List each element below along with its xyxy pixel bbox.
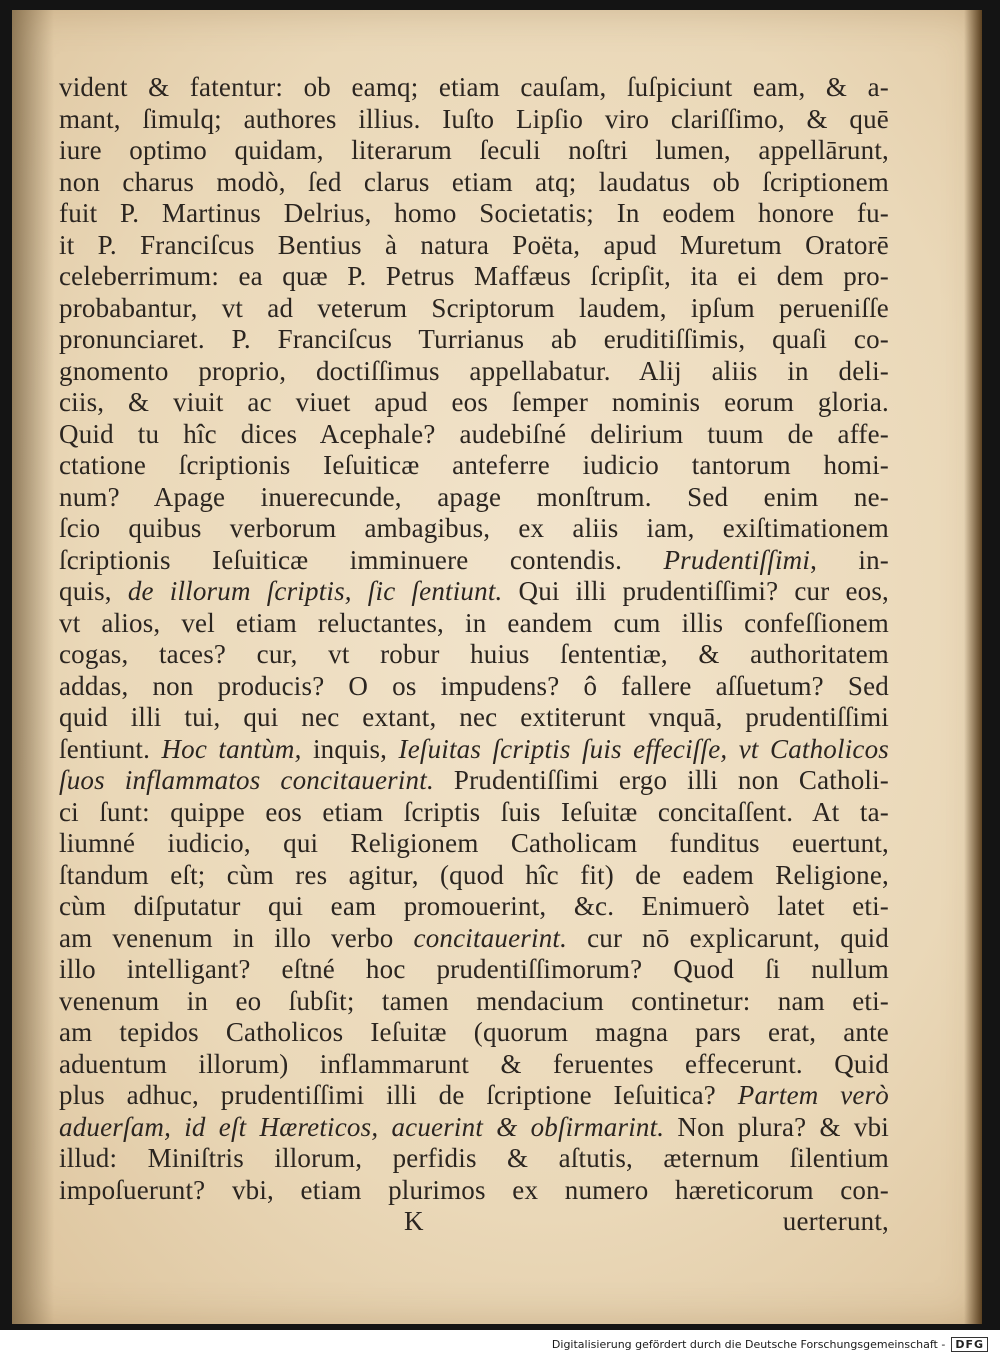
text-segment: liumné iudicio, qui Religionem Catholicam funditus euertunt, [59, 828, 889, 858]
text-segment: quid illi tui, qui nec extant, nec extiterunt vnquā, prudentiſſimi [59, 702, 889, 732]
text-line [59, 1017, 889, 1049]
text-line [59, 513, 889, 545]
italic-quote: ſuos inflammatos concitauerint. [59, 765, 434, 795]
text-segment: addas, non producis? O os impudens? ô fallere aſſuetum? Sed [59, 670, 889, 701]
text-segment: pronunciaret. P. Franciſcus Turrianus ab eruditiſſimis, quaſi co- [59, 324, 889, 354]
text-segment: inquis, [301, 733, 399, 764]
text-segment: venenum in eo ſubſit; tamen mendacium continetur: nam eti- [59, 985, 889, 1016]
book-page [12, 10, 982, 1324]
text-line [59, 198, 889, 230]
text-line [59, 734, 889, 766]
page-gutter-shadow [12, 10, 54, 1324]
text-segment: ſcriptionis Ieſuiticæ imminuere contendis. [59, 544, 664, 575]
text-line [59, 293, 889, 325]
text-segment: cogas, taces? cur, vt robur huius ſententiæ, & authoritatem [59, 639, 889, 669]
text-segment: celeberrimum: ea quæ P. Petrus Maffæus ſcripſit, ita ei dem pro- [59, 261, 889, 291]
page-edge [964, 10, 982, 1324]
text-segment: am venenum in illo verbo [59, 922, 414, 953]
text-segment: cur nō explicarunt, quid [567, 922, 889, 953]
text-line [59, 797, 889, 829]
text-segment: it P. Franciſcus Bentius à natura Poëta, apud Muretum Oratorē [59, 229, 889, 260]
text-segment: illud: Miniſtris illorum, perfidis & aſtutis, æternum ſilentium [59, 1143, 889, 1173]
text-line [59, 1143, 889, 1175]
text-segment: ciis, & viuit ac viuet apud eos ſemper nominis eorum gloria. [59, 387, 889, 417]
text-line [59, 450, 889, 482]
text-line [59, 828, 889, 860]
text-segment: quis, [59, 576, 128, 606]
text-segment: am tepidos Catholicos Ieſuitæ (quorum magna pars erat, ante [59, 1017, 889, 1047]
text-line [59, 639, 889, 671]
text-line [59, 104, 889, 136]
text-segment: Prudentiſſimi ergo illi non Catholi- [433, 765, 889, 795]
text-line [59, 72, 889, 104]
text-segment: gnomento proprio, doctiſſimus appellabatur. Alij aliis in deli- [59, 355, 889, 386]
catchword: uerterunt, [782, 1206, 889, 1236]
text-segment: ctatione ſcriptionis Ieſuiticæ anteferre iudicio tantorum homi- [59, 450, 889, 480]
text-line [59, 356, 889, 388]
text-line [59, 765, 889, 797]
italic-quote: aduerſam, id eſt Hæreticos, acuerint & obſirmarint. [59, 1111, 665, 1142]
text-segment: ſtandum eſt; cùm res agitur, (quod hîc fit) de eadem Religione, [59, 859, 889, 890]
text-segment: ſcio quibus verborum ambagibus, ex aliis iam, exiſtimationem [59, 513, 889, 543]
text-line [59, 1080, 889, 1112]
italic-quote: Ieſuitas ſcriptis ſuis effeciſſe, vt Catholicos [398, 733, 890, 764]
italic-quote: Partem verò [737, 1080, 889, 1110]
text-line [59, 261, 889, 293]
text-line [59, 387, 889, 419]
signature-mark: K [404, 1206, 424, 1236]
text-segment: impoſuerunt? vbi, etiam plurimos ex numero hæreticorum con- [59, 1174, 889, 1205]
text-line [59, 671, 889, 703]
text-segment: vt alios, vel etiam reluctantes, in eandem cum illis confeſſionem [59, 607, 889, 638]
body-text [59, 72, 889, 1238]
text-segment: non charus modò, ſed clarus etiam atq; laudatus ob ſcriptionem [59, 166, 889, 197]
text-segment: fuit P. Martinus Delrius, homo Societatis; In eodem honore fu- [59, 198, 889, 228]
dfg-logo: DFG [951, 1337, 988, 1352]
text-segment: plus adhuc, prudentiſſimi illi de ſcriptione Ieſuitica? [59, 1080, 738, 1110]
italic-quote: concitauerint. [413, 922, 568, 953]
text-segment: num? Apage inuerecunde, apage monſtrum. Sed enim ne- [59, 481, 889, 512]
italic-quote: Prudentiſſimi [663, 544, 811, 575]
text-line [59, 135, 889, 167]
text-segment: cùm diſputatur qui eam promouerint, &c. Enimuerò latet eti- [59, 891, 889, 921]
text-segment: Quid tu hîc dices Acephale? audebiſné delirium tuum de affe- [59, 418, 889, 449]
text-line [59, 1049, 889, 1081]
text-segment: iure optimo quidam, literarum ſeculi noſtri lumen, appellārunt, [59, 135, 889, 165]
text-line [59, 167, 889, 199]
text-segment: mant, ſimulq; authores illius. Iuſto Lipſio viro clariſſimo, & quē [59, 103, 889, 134]
text-line [59, 576, 889, 608]
text-line [59, 954, 889, 986]
text-segment: ſentiunt. [59, 733, 162, 764]
text-line [59, 1175, 889, 1207]
text-segment: Non plura? & vbi [664, 1111, 889, 1142]
text-line [59, 230, 889, 262]
text-line [59, 1112, 889, 1144]
text-line [59, 702, 889, 734]
page-footer-line [59, 1206, 889, 1238]
text-segment: probabantur, vt ad veterum Scriptorum laudem, ipſum perueniſſe [59, 292, 889, 323]
text-line [59, 545, 889, 577]
text-line [59, 608, 889, 640]
text-segment: illo intelligant? eſtné hoc prudentiſſimorum? Quod ſi nullum [59, 954, 889, 984]
digitization-credit-bar [0, 1330, 1000, 1359]
italic-quote: de illorum ſcriptis, ſic ſentiunt. [127, 576, 503, 606]
text-segment: Qui illi prudentiſſimi? cur eos, [502, 576, 889, 606]
text-segment: ci ſunt: quippe eos etiam ſcriptis ſuis Ieſuitæ concitaſſent. At ta- [59, 796, 889, 827]
text-line [59, 986, 889, 1018]
text-line [59, 923, 889, 955]
text-line [59, 891, 889, 923]
text-segment: aduentum illorum) inflammarunt & feruentes effecerunt. Quid [59, 1048, 889, 1079]
text-segment: vident & fatentur: ob eamq; etiam cauſam, ſuſpiciunt eam, & a- [59, 72, 889, 102]
credit-text: Digitalisierung gefördert durch die Deutsche Forschungsgemeinschaft - [551, 1338, 946, 1351]
text-line [59, 419, 889, 451]
text-segment: , in- [810, 544, 889, 575]
text-line [59, 324, 889, 356]
text-line [59, 482, 889, 514]
italic-quote: Hoc tantùm, [161, 733, 302, 764]
text-line [59, 860, 889, 892]
